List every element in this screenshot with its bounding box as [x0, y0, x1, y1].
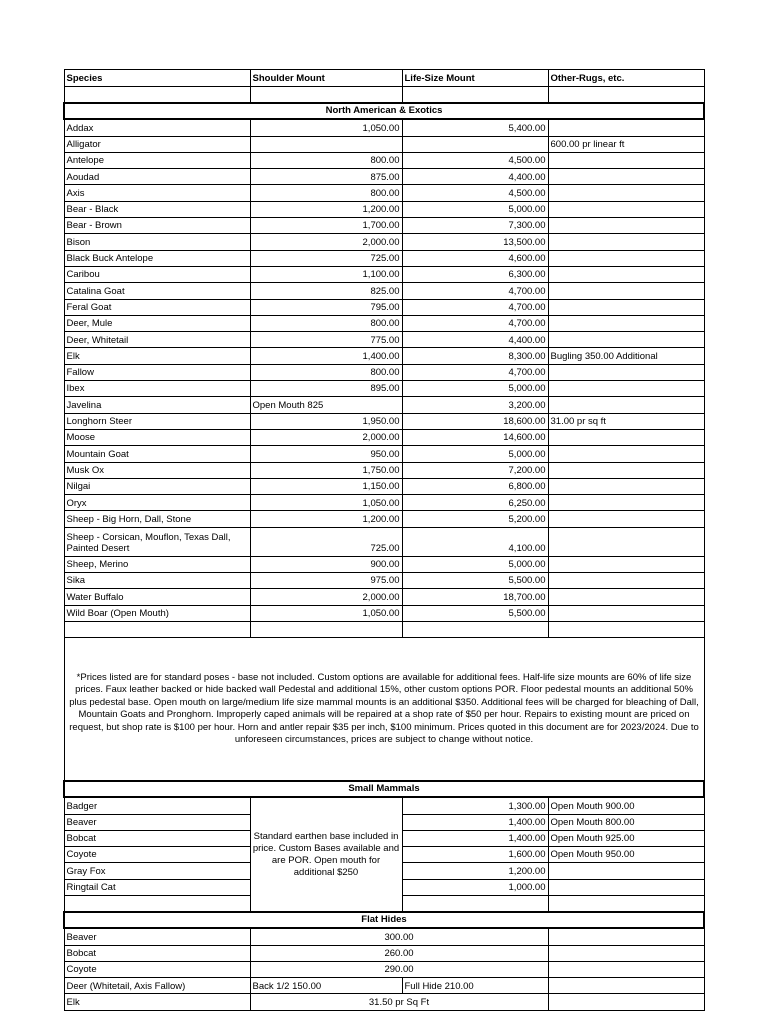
- other-cell: [548, 961, 704, 977]
- other-cell: [548, 429, 704, 445]
- life-size-cell: 5,000.00: [402, 381, 548, 397]
- species-cell: Antelope: [64, 152, 250, 168]
- other-cell: [548, 462, 704, 478]
- life-size-cell: 18,600.00: [402, 413, 548, 429]
- life-size-cell: 6,800.00: [402, 478, 548, 494]
- life-size-cell: 13,500.00: [402, 234, 548, 250]
- life-size-cell: [402, 136, 548, 152]
- table-row: [64, 462, 704, 478]
- species-cell: Sheep - Corsican, Mouflon, Texas Dall, Painted Desert: [64, 527, 250, 556]
- other-cell: [548, 169, 704, 185]
- species-cell: Fallow: [64, 364, 250, 380]
- life-size-cell: 8,300.00: [402, 348, 548, 364]
- other-cell: [548, 589, 704, 605]
- life-size-cell: 1,300.00: [402, 797, 548, 814]
- shoulder-mount-cell: 725.00: [250, 527, 402, 556]
- species-cell: Deer, Mule: [64, 315, 250, 331]
- life-size-cell: 5,500.00: [402, 605, 548, 621]
- shoulder-mount-cell: 2,000.00: [250, 589, 402, 605]
- col-other: Other-Rugs, etc.: [548, 70, 704, 87]
- other-cell: [548, 573, 704, 589]
- life-size-cell: 1,200.00: [402, 863, 548, 879]
- other-cell: 600.00 pr linear ft: [548, 136, 704, 152]
- life-size-cell: 4,700.00: [402, 283, 548, 299]
- table-row: [64, 994, 704, 1010]
- table-row: [64, 397, 704, 413]
- life-size-cell: 1,400.00: [402, 830, 548, 846]
- life-size-cell: 5,000.00: [402, 446, 548, 462]
- other-cell: Open Mouth 800.00: [548, 814, 704, 830]
- species-cell: Caribou: [64, 266, 250, 282]
- table-row: [64, 945, 704, 961]
- shoulder-mount-cell: 1,950.00: [250, 413, 402, 429]
- table-row: [64, 413, 704, 429]
- species-cell: Ringtail Cat: [64, 879, 250, 895]
- species-cell: Wild Boar (Open Mouth): [64, 605, 250, 621]
- species-cell: Oryx: [64, 495, 250, 511]
- other-cell: [548, 556, 704, 572]
- species-cell: Addax: [64, 119, 250, 136]
- table-row: [64, 961, 704, 977]
- col-species: Species: [64, 70, 250, 87]
- other-cell: [548, 315, 704, 331]
- price-table: [63, 69, 705, 1011]
- other-cell: [548, 863, 704, 879]
- life-size-cell: 6,300.00: [402, 266, 548, 282]
- back-half-price: Back 1/2 150.00: [250, 978, 402, 994]
- species-cell: Black Buck Antelope: [64, 250, 250, 266]
- table-row: [64, 201, 704, 217]
- shoulder-mount-cell: 1,750.00: [250, 462, 402, 478]
- species-cell: Bison: [64, 234, 250, 250]
- other-cell: [548, 119, 704, 136]
- life-size-cell: 4,700.00: [402, 299, 548, 315]
- species-cell: Badger: [64, 797, 250, 814]
- other-cell: [548, 605, 704, 621]
- price-cell: 31.50 pr Sq Ft: [250, 994, 548, 1010]
- section-north-american: [64, 103, 704, 119]
- table-row: [64, 315, 704, 331]
- shoulder-mount-cell: 1,200.00: [250, 511, 402, 527]
- shoulder-mount-cell: 800.00: [250, 185, 402, 201]
- life-size-cell: 5,000.00: [402, 556, 548, 572]
- other-cell: [548, 185, 704, 201]
- other-cell: [548, 332, 704, 348]
- species-cell: Bear - Black: [64, 201, 250, 217]
- table-row: [64, 605, 704, 621]
- species-cell: Mountain Goat: [64, 446, 250, 462]
- table-row: [64, 573, 704, 589]
- other-cell: [548, 152, 704, 168]
- shoulder-mount-cell: 1,050.00: [250, 119, 402, 136]
- species-cell: Axis: [64, 185, 250, 201]
- table-row: [64, 250, 704, 266]
- species-cell: Bear - Brown: [64, 218, 250, 234]
- section-small-mammals: [64, 781, 704, 797]
- header-row: [64, 70, 704, 87]
- shoulder-mount-cell: 800.00: [250, 152, 402, 168]
- species-cell: Alligator: [64, 136, 250, 152]
- shoulder-mount-cell: 775.00: [250, 332, 402, 348]
- table-row: [64, 495, 704, 511]
- species-cell: Elk: [64, 348, 250, 364]
- shoulder-mount-cell: Open Mouth 825: [250, 397, 402, 413]
- pricing-note: *Prices listed are for standard poses - base not included. Custom options are available for additional fees. Half-life size mounts are 60% of life size prices. Faux leather backed or hide backed wall Pedestal and additional 15%, other custom options POR. Floor pedestal mounts an additional 50% plus pedestal base. Open mouth on large/medium life size mammal mounts is an additional $350. Additional fees will be charged for bleaching of Dall, Mountain Goats and Pronghorn. Improperly caped animals will be repaired at a shop rate of $50 per hour. Repairs to existing mount are priced on request, but shop rate is $100 per hour. Horn and antler repair $35 per inch, $100 minimum. Prices quoted in this document are for 2023/2024. Due to unforeseen circumstances, prices are subject to change without notice.: [64, 638, 704, 782]
- other-cell: [548, 446, 704, 462]
- shoulder-mount-cell: 1,400.00: [250, 348, 402, 364]
- other-cell: [548, 283, 704, 299]
- table-row: [64, 348, 704, 364]
- life-size-cell: 4,100.00: [402, 527, 548, 556]
- shoulder-mount-cell: 950.00: [250, 446, 402, 462]
- species-cell: Water Buffalo: [64, 589, 250, 605]
- table-row: [64, 283, 704, 299]
- shoulder-mount-cell: 1,050.00: [250, 605, 402, 621]
- price-cell: 290.00: [250, 961, 548, 977]
- other-cell: [548, 478, 704, 494]
- life-size-cell: 7,200.00: [402, 462, 548, 478]
- shoulder-mount-cell: 875.00: [250, 169, 402, 185]
- other-cell: [548, 234, 704, 250]
- species-cell: Sheep - Big Horn, Dall, Stone: [64, 511, 250, 527]
- species-cell: Catalina Goat: [64, 283, 250, 299]
- shoulder-mount-cell: [250, 136, 402, 152]
- other-cell: Open Mouth 925.00: [548, 830, 704, 846]
- species-cell: Aoudad: [64, 169, 250, 185]
- section-flat-hides: [64, 912, 704, 928]
- table-row: [64, 928, 704, 945]
- section-title: Small Mammals: [64, 781, 704, 797]
- table-row: [64, 119, 704, 136]
- species-cell: Deer (Whitetail, Axis Fallow): [64, 978, 250, 994]
- species-cell: Javelina: [64, 397, 250, 413]
- life-size-cell: 5,500.00: [402, 573, 548, 589]
- other-cell: [548, 879, 704, 895]
- shoulder-mount-cell: 975.00: [250, 573, 402, 589]
- life-size-cell: 1,600.00: [402, 847, 548, 863]
- table-row: [64, 169, 704, 185]
- shoulder-mount-cell: 1,700.00: [250, 218, 402, 234]
- species-cell: Moose: [64, 429, 250, 445]
- species-cell: Bobcat: [64, 945, 250, 961]
- life-size-cell: 1,000.00: [402, 879, 548, 895]
- table-row: [64, 446, 704, 462]
- price-cell: 260.00: [250, 945, 548, 961]
- species-cell: Feral Goat: [64, 299, 250, 315]
- life-size-cell: 1,400.00: [402, 814, 548, 830]
- shoulder-mount-cell: 1,200.00: [250, 201, 402, 217]
- other-cell: [548, 527, 704, 556]
- table-row: [64, 185, 704, 201]
- other-cell: [548, 266, 704, 282]
- shoulder-mount-cell: 900.00: [250, 556, 402, 572]
- species-cell: Gray Fox: [64, 863, 250, 879]
- life-size-cell: 14,600.00: [402, 429, 548, 445]
- table-row: [64, 364, 704, 380]
- price-cell: 300.00: [250, 928, 548, 945]
- other-cell: [548, 945, 704, 961]
- other-cell: 31.00 pr sq ft: [548, 413, 704, 429]
- shoulder-mount-cell: 2,000.00: [250, 429, 402, 445]
- species-cell: Sika: [64, 573, 250, 589]
- shoulder-mount-cell: 795.00: [250, 299, 402, 315]
- other-cell: [548, 250, 704, 266]
- table-row: [64, 152, 704, 168]
- blank-row: [64, 621, 704, 637]
- full-hide-price: Full Hide 210.00: [402, 978, 548, 994]
- table-row: [64, 556, 704, 572]
- species-cell: Elk: [64, 994, 250, 1010]
- life-size-cell: 4,500.00: [402, 152, 548, 168]
- other-cell: Bugling 350.00 Additional: [548, 348, 704, 364]
- life-size-cell: 5,400.00: [402, 119, 548, 136]
- shoulder-mount-cell: 895.00: [250, 381, 402, 397]
- life-size-cell: 6,250.00: [402, 495, 548, 511]
- other-cell: Open Mouth 950.00: [548, 847, 704, 863]
- species-cell: Beaver: [64, 928, 250, 945]
- species-cell: Musk Ox: [64, 462, 250, 478]
- species-cell: Nilgai: [64, 478, 250, 494]
- life-size-cell: 4,400.00: [402, 169, 548, 185]
- pricing-note-row: [64, 638, 704, 782]
- life-size-cell: 4,400.00: [402, 332, 548, 348]
- other-cell: Open Mouth 900.00: [548, 797, 704, 814]
- other-cell: [548, 381, 704, 397]
- shoulder-mount-cell: 725.00: [250, 250, 402, 266]
- species-cell: Ibex: [64, 381, 250, 397]
- table-row: [64, 381, 704, 397]
- other-cell: [548, 928, 704, 945]
- table-row: [64, 589, 704, 605]
- other-cell: [548, 511, 704, 527]
- small-mammals-note: Standard earthen base included in price. Custom Bases available and are POR. Open mouth for additional $250: [250, 797, 402, 912]
- other-cell: [548, 218, 704, 234]
- table-row: [64, 299, 704, 315]
- life-size-cell: 18,700.00: [402, 589, 548, 605]
- other-cell: [548, 299, 704, 315]
- species-cell: Deer, Whitetail: [64, 332, 250, 348]
- shoulder-mount-cell: 825.00: [250, 283, 402, 299]
- shoulder-mount-cell: 1,100.00: [250, 266, 402, 282]
- shoulder-mount-cell: 800.00: [250, 364, 402, 380]
- col-shoulder-mount: Shoulder Mount: [250, 70, 402, 87]
- life-size-cell: 4,700.00: [402, 364, 548, 380]
- table-row: [64, 478, 704, 494]
- life-size-cell: 5,000.00: [402, 201, 548, 217]
- species-cell: Beaver: [64, 814, 250, 830]
- section-title: Flat Hides: [64, 912, 704, 928]
- table-row: [64, 266, 704, 282]
- other-cell: [548, 397, 704, 413]
- table-row: [64, 218, 704, 234]
- blank-row: [64, 87, 704, 104]
- life-size-cell: 5,200.00: [402, 511, 548, 527]
- species-cell: Bobcat: [64, 830, 250, 846]
- col-life-size-mount: Life-Size Mount: [402, 70, 548, 87]
- table-row: [64, 797, 704, 814]
- life-size-cell: 3,200.00: [402, 397, 548, 413]
- table-row: [64, 234, 704, 250]
- table-row: [64, 527, 704, 556]
- life-size-cell: 4,500.00: [402, 185, 548, 201]
- life-size-cell: 7,300.00: [402, 218, 548, 234]
- species-cell: Sheep, Merino: [64, 556, 250, 572]
- table-row: [64, 511, 704, 527]
- other-cell: [548, 201, 704, 217]
- life-size-cell: 4,600.00: [402, 250, 548, 266]
- shoulder-mount-cell: 1,050.00: [250, 495, 402, 511]
- shoulder-mount-cell: 2,000.00: [250, 234, 402, 250]
- species-cell: Longhorn Steer: [64, 413, 250, 429]
- section-title: North American & Exotics: [64, 103, 704, 119]
- table-row: [64, 136, 704, 152]
- species-cell: Coyote: [64, 847, 250, 863]
- species-cell: Coyote: [64, 961, 250, 977]
- table-row: [64, 429, 704, 445]
- table-row: [64, 978, 704, 994]
- table-row: [64, 332, 704, 348]
- shoulder-mount-cell: 1,150.00: [250, 478, 402, 494]
- other-cell: [548, 495, 704, 511]
- life-size-cell: 4,700.00: [402, 315, 548, 331]
- shoulder-mount-cell: 800.00: [250, 315, 402, 331]
- other-cell: [548, 364, 704, 380]
